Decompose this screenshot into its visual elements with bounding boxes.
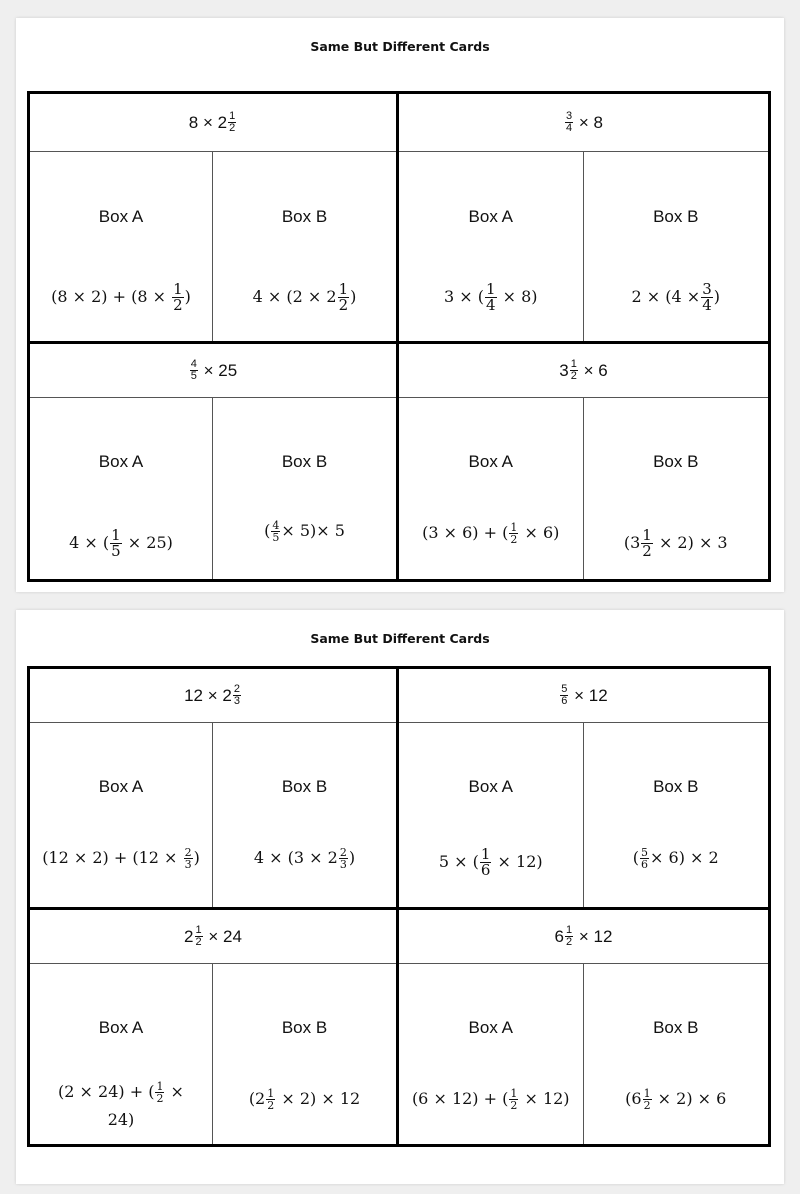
fraction bbox=[339, 847, 348, 870]
numerator: 1 bbox=[156, 1080, 164, 1093]
box-a-expression bbox=[32, 282, 210, 313]
fraction bbox=[641, 528, 653, 559]
box-a-label: Box A bbox=[468, 207, 513, 226]
box-a bbox=[399, 964, 584, 1144]
denominator: 2 bbox=[570, 370, 577, 382]
expr-text: ( bbox=[632, 848, 640, 867]
numerator: 1 bbox=[570, 358, 577, 370]
box-b-label: Box B bbox=[281, 1018, 328, 1037]
denominator: 2 bbox=[195, 936, 202, 948]
numerator: 5 bbox=[641, 846, 649, 859]
box-b-label: Box B bbox=[653, 1018, 699, 1037]
box-a bbox=[399, 723, 584, 907]
fraction bbox=[155, 1081, 164, 1104]
numerator: 1 bbox=[173, 280, 183, 298]
expr-text: × 12) bbox=[524, 1089, 570, 1108]
box-b-expression bbox=[586, 1088, 767, 1111]
numerator: 1 bbox=[338, 280, 349, 298]
numerator: 1 bbox=[111, 526, 121, 544]
expr-text: 2 bbox=[184, 926, 194, 946]
expr-text: × 2) × 6 bbox=[657, 1089, 727, 1108]
box-b-label: Box B bbox=[653, 777, 699, 796]
denominator: 3 bbox=[339, 858, 347, 871]
denominator: 2 bbox=[338, 296, 349, 314]
fraction bbox=[640, 847, 649, 870]
sheet-title: Same But Different Cards bbox=[310, 631, 490, 646]
numerator: 1 bbox=[643, 1087, 651, 1100]
card-grid bbox=[27, 666, 771, 1147]
box-b bbox=[584, 964, 769, 1144]
expr-text: × 8 bbox=[578, 112, 603, 132]
expr-text: (6 × 12) + ( bbox=[411, 1089, 509, 1108]
denominator: 4 bbox=[485, 296, 496, 314]
numerator: 1 bbox=[267, 1087, 275, 1100]
expr-text: 6 bbox=[554, 926, 565, 946]
box-a-expression bbox=[401, 522, 581, 545]
denominator: 5 bbox=[190, 370, 197, 382]
expr-text: (3 × 6) + ( bbox=[422, 523, 509, 542]
expr-text: (6 bbox=[625, 1089, 642, 1108]
fraction bbox=[195, 925, 203, 948]
box-a-expression bbox=[32, 528, 210, 559]
card-boxes bbox=[399, 398, 768, 579]
box-a bbox=[399, 152, 584, 341]
box-a bbox=[399, 398, 584, 579]
card-expression bbox=[30, 344, 396, 398]
box-b-label: Box B bbox=[281, 777, 328, 796]
card bbox=[30, 344, 399, 579]
box-a-label: Box A bbox=[468, 452, 513, 471]
fraction bbox=[565, 111, 573, 134]
card-boxes bbox=[30, 398, 396, 579]
expr-text: 4 × (2 × 2 bbox=[252, 287, 337, 306]
numerator: 1 bbox=[480, 845, 491, 863]
expr-text: ) bbox=[350, 287, 357, 306]
fraction bbox=[565, 925, 573, 948]
expr-text: ) bbox=[184, 287, 191, 306]
box-b bbox=[584, 152, 769, 341]
denominator: 2 bbox=[173, 296, 183, 314]
numerator: 1 bbox=[229, 110, 236, 122]
box-a-label: Box A bbox=[468, 777, 513, 796]
expr-text: (2 × 24) + ( bbox=[58, 1082, 155, 1101]
box-a bbox=[30, 723, 213, 907]
denominator: 5 bbox=[111, 542, 121, 560]
fraction bbox=[480, 847, 492, 878]
box-b bbox=[213, 398, 396, 579]
expr-text: 3 bbox=[559, 360, 569, 380]
fraction bbox=[266, 1088, 275, 1111]
box-b-expression bbox=[215, 282, 394, 313]
fraction bbox=[110, 528, 122, 559]
expr-text: × 12 bbox=[578, 926, 613, 946]
expr-text: ) bbox=[713, 287, 720, 306]
expr-text: × 6) × 2 bbox=[650, 848, 719, 867]
box-a-expression bbox=[32, 847, 210, 870]
card-expression bbox=[399, 344, 768, 398]
numerator: 3 bbox=[702, 280, 712, 298]
expr-text: × 2) × 12 bbox=[281, 1089, 361, 1108]
box-a-label: Box A bbox=[468, 1018, 513, 1037]
fraction bbox=[643, 1088, 652, 1111]
card-boxes bbox=[399, 964, 768, 1144]
card bbox=[399, 94, 768, 344]
box-b-label: Box B bbox=[281, 207, 328, 226]
numerator: 5 bbox=[561, 683, 568, 695]
box-a-label: Box A bbox=[98, 1018, 144, 1037]
expr-text: ) bbox=[193, 848, 200, 867]
denominator: 3 bbox=[184, 858, 192, 871]
fraction bbox=[485, 282, 497, 313]
box-b-expression bbox=[586, 282, 767, 313]
expr-text: 3 × ( bbox=[443, 287, 484, 306]
expr-text: × 6) bbox=[524, 523, 560, 542]
expr-text: × 2) × 3 bbox=[658, 533, 728, 552]
box-b-label: Box B bbox=[281, 452, 328, 471]
box-a bbox=[30, 398, 213, 579]
box-a-label: Box A bbox=[98, 207, 144, 226]
card-expression bbox=[399, 669, 768, 723]
card-boxes bbox=[399, 152, 768, 341]
card-sheet-1 bbox=[16, 18, 784, 592]
numerator: 2 bbox=[184, 846, 192, 859]
denominator: 5 bbox=[272, 531, 280, 544]
denominator: 2 bbox=[156, 1092, 164, 1105]
expr-text: × 12) bbox=[497, 852, 543, 871]
expr-text: × 8) bbox=[502, 287, 538, 306]
box-a-expression bbox=[401, 1088, 581, 1111]
denominator: 6 bbox=[561, 695, 568, 707]
denominator: 2 bbox=[642, 542, 652, 560]
expr-text: × 25) bbox=[127, 533, 173, 552]
denominator: 3 bbox=[233, 695, 240, 707]
expr-text: (12 × 2) + (12 × bbox=[42, 848, 178, 867]
card-boxes bbox=[30, 964, 396, 1144]
denominator: 2 bbox=[566, 936, 573, 948]
card bbox=[399, 669, 768, 910]
box-b bbox=[213, 723, 396, 907]
numerator: 1 bbox=[642, 526, 652, 544]
denominator: 6 bbox=[480, 861, 491, 879]
card bbox=[30, 910, 399, 1144]
denominator: 2 bbox=[510, 1099, 518, 1112]
numerator: 1 bbox=[510, 521, 518, 534]
numerator: 1 bbox=[566, 924, 573, 936]
box-b-expression bbox=[586, 847, 767, 870]
expr-text: × 12 bbox=[574, 685, 608, 705]
box-b-expression bbox=[215, 1088, 394, 1111]
box-a-label: Box A bbox=[98, 777, 144, 796]
box-b bbox=[213, 152, 396, 341]
fraction bbox=[570, 359, 578, 382]
expr-text: × 5)× 5 bbox=[281, 521, 345, 540]
card-expression bbox=[30, 910, 396, 964]
expr-text: × 6 bbox=[583, 360, 608, 380]
denominator: 4 bbox=[566, 122, 573, 134]
fraction bbox=[509, 522, 518, 545]
card-expression bbox=[30, 94, 396, 152]
card-expression bbox=[30, 669, 396, 723]
box-b-expression bbox=[215, 847, 394, 870]
expr-text: 12 × 2 bbox=[184, 685, 232, 705]
expr-text: × 24) bbox=[107, 1082, 184, 1129]
fraction bbox=[190, 359, 198, 382]
card-expression bbox=[399, 910, 768, 964]
numerator: 4 bbox=[272, 519, 280, 532]
denominator: 2 bbox=[510, 533, 518, 546]
expr-text: (2 bbox=[248, 1089, 266, 1108]
box-a bbox=[30, 152, 213, 341]
box-a-expression bbox=[401, 282, 581, 313]
box-b-label: Box B bbox=[653, 452, 699, 471]
box-b-expression bbox=[586, 528, 767, 559]
denominator: 2 bbox=[643, 1099, 651, 1112]
card-boxes bbox=[30, 723, 396, 907]
fraction bbox=[701, 282, 713, 313]
expr-text: ( bbox=[264, 521, 271, 540]
expr-text: × 24 bbox=[208, 926, 242, 946]
box-b bbox=[584, 398, 769, 579]
expr-text: × 25 bbox=[203, 360, 238, 380]
expr-text: ) bbox=[348, 848, 356, 867]
expr-text: 4 × ( bbox=[69, 533, 110, 552]
fraction bbox=[184, 847, 193, 870]
sheet-title: Same But Different Cards bbox=[310, 39, 490, 54]
expr-text: 2 × (4 × bbox=[631, 287, 701, 306]
box-b-expression bbox=[215, 520, 394, 543]
denominator: 6 bbox=[641, 858, 649, 871]
box-a-label: Box A bbox=[98, 452, 144, 471]
card-grid bbox=[27, 91, 771, 582]
fraction bbox=[338, 282, 350, 313]
card bbox=[399, 344, 768, 579]
box-b bbox=[584, 723, 769, 907]
denominator: 2 bbox=[229, 122, 236, 134]
numerator: 3 bbox=[566, 110, 573, 122]
card bbox=[30, 669, 399, 910]
denominator: 4 bbox=[702, 296, 712, 314]
numerator: 4 bbox=[190, 358, 197, 370]
card-sheet-2 bbox=[16, 610, 784, 1184]
card bbox=[30, 94, 399, 344]
fraction bbox=[228, 111, 236, 134]
expr-text: (3 bbox=[623, 533, 641, 552]
fraction bbox=[271, 520, 280, 543]
denominator: 2 bbox=[267, 1099, 275, 1112]
card-expression bbox=[399, 94, 768, 152]
card-boxes bbox=[30, 152, 396, 341]
expr-text: 8 × 2 bbox=[188, 112, 228, 132]
box-b bbox=[213, 964, 396, 1144]
card-boxes bbox=[399, 723, 768, 907]
expr-text: 5 × ( bbox=[438, 852, 479, 871]
box-a bbox=[30, 964, 213, 1144]
numerator: 2 bbox=[233, 683, 240, 695]
fraction bbox=[560, 684, 568, 707]
numerator: 2 bbox=[339, 846, 347, 859]
expr-text: 4 × (3 × 2 bbox=[253, 848, 338, 867]
card bbox=[399, 910, 768, 1144]
fraction bbox=[172, 282, 184, 313]
fraction bbox=[233, 684, 241, 707]
box-b-label: Box B bbox=[653, 207, 699, 226]
expr-text: (8 × 2) + (8 × bbox=[51, 287, 167, 306]
numerator: 1 bbox=[485, 280, 496, 298]
box-a-expression bbox=[401, 847, 581, 878]
numerator: 1 bbox=[510, 1087, 518, 1100]
box-a-expression bbox=[48, 1078, 194, 1134]
fraction bbox=[509, 1088, 518, 1111]
numerator: 1 bbox=[195, 924, 202, 936]
